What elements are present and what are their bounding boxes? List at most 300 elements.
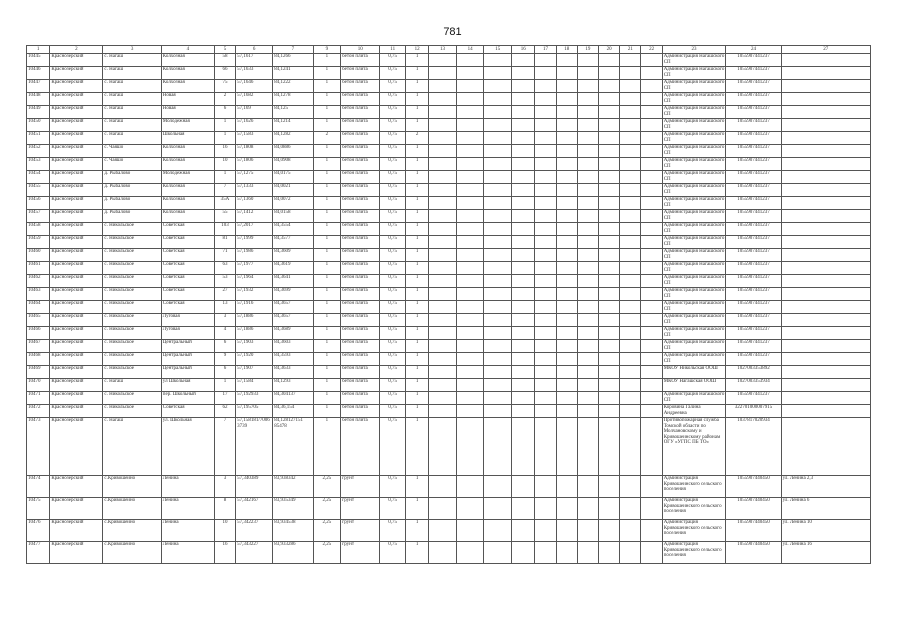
- table-cell: 10449: [27, 106, 50, 119]
- table-cell: 71: [214, 249, 235, 262]
- table-cell: [484, 340, 512, 353]
- table-cell: [781, 314, 870, 327]
- table-cell: Противопожарная служба Томской области по Молчановскому и Кривошеинскому районам ОГУ «УГПС ПБ ТО»: [662, 418, 726, 476]
- table-cell: 1: [313, 418, 341, 476]
- table-cell: 0,75: [380, 67, 405, 80]
- table-cell: [484, 197, 512, 210]
- table-cell: 0,75: [380, 542, 405, 564]
- table-cell: ул. Ленина 16: [781, 542, 870, 564]
- table-cell: [429, 476, 457, 498]
- table-row: [27, 520, 871, 542]
- table-cell: 10475: [27, 498, 50, 520]
- table-cell: 1: [313, 327, 341, 340]
- table-cell: 1055907441237: [726, 54, 781, 67]
- table-cell: [599, 249, 620, 262]
- table-cell: 75: [214, 80, 235, 93]
- table-cell: [556, 54, 577, 67]
- table-cell: [484, 476, 512, 498]
- table-cell: [577, 353, 598, 366]
- table-cell: 10453: [27, 158, 50, 171]
- table-cell: 1055907441237: [726, 223, 781, 236]
- table-cell: [641, 93, 662, 106]
- table-cell: [484, 132, 512, 145]
- table-cell: бетон плита: [341, 405, 380, 418]
- table-cell: Новая: [161, 106, 214, 119]
- table-cell: 84,36,154: [273, 405, 313, 418]
- table-cell: бетон плита: [341, 132, 380, 145]
- table-cell: 10462: [27, 275, 50, 288]
- table-cell: 84,125: [273, 106, 313, 119]
- table-cell: 1: [313, 301, 341, 314]
- table-cell: [599, 366, 620, 379]
- table-cell: 1: [405, 236, 428, 249]
- table-cell: [599, 158, 620, 171]
- table-cell: [484, 223, 512, 236]
- table-cell: с.Кривошеино: [103, 498, 161, 520]
- table-cell: [620, 498, 641, 520]
- column-number-header: 3: [103, 46, 161, 54]
- table-cell: 1: [313, 379, 341, 392]
- table-cell: [781, 210, 870, 223]
- table-cell: [620, 145, 641, 158]
- column-number-header: 10: [341, 46, 380, 54]
- table-cell: 10460: [27, 249, 50, 262]
- table-cell: [456, 158, 484, 171]
- table-cell: [577, 171, 598, 184]
- table-cell: 57,1920: [236, 353, 273, 366]
- table-cell: с. Нагаш: [103, 93, 161, 106]
- table-cell: [512, 197, 535, 210]
- table-cell: с. Нагаш: [103, 418, 161, 476]
- table-cell: [512, 418, 535, 476]
- table-cell: [641, 249, 662, 262]
- table-cell: [512, 262, 535, 275]
- table-cell: 84,128127151 85478: [273, 418, 313, 476]
- table-cell: Краснозерский: [50, 262, 103, 275]
- table-cell: [577, 236, 598, 249]
- table-cell: 84,3689: [273, 327, 313, 340]
- table-cell: с. Никольское: [103, 340, 161, 353]
- table-cell: бетон плита: [341, 67, 380, 80]
- table-cell: [556, 366, 577, 379]
- table-row: [27, 210, 871, 223]
- table-cell: [620, 262, 641, 275]
- table-cell: [599, 210, 620, 223]
- table-cell: Советская: [161, 223, 214, 236]
- column-number-header: 22: [641, 46, 662, 54]
- table-cell: Краснозерский: [50, 379, 103, 392]
- table-cell: бетон плита: [341, 288, 380, 301]
- table-cell: [556, 210, 577, 223]
- table-cell: [429, 379, 457, 392]
- table-cell: [535, 542, 556, 564]
- table-cell: [641, 67, 662, 80]
- table-cell: ул Школьная: [161, 379, 214, 392]
- table-cell: [484, 93, 512, 106]
- table-cell: [781, 340, 870, 353]
- table-cell: 57,1646: [236, 80, 273, 93]
- table-cell: 84,304137: [273, 392, 313, 405]
- column-number-row: [27, 46, 871, 54]
- table-cell: [512, 301, 535, 314]
- table-cell: [456, 520, 484, 542]
- table-cell: [781, 106, 870, 119]
- table-cell: 1: [214, 171, 235, 184]
- table-cell: 63: [214, 262, 235, 275]
- table-cell: 84,0908: [273, 158, 313, 171]
- table-cell: [429, 67, 457, 80]
- table-cell: 1: [405, 288, 428, 301]
- table-cell: 0,75: [380, 288, 405, 301]
- table-cell: 10456: [27, 197, 50, 210]
- table-cell: 0,75: [380, 145, 405, 158]
- table-cell: [429, 171, 457, 184]
- table-row: [27, 542, 871, 564]
- table-cell: [577, 418, 598, 476]
- table-cell: 1: [313, 210, 341, 223]
- table-cell: 0,75: [380, 476, 405, 498]
- table-cell: [456, 223, 484, 236]
- table-cell: Краснозерский: [50, 223, 103, 236]
- table-cell: 7: [214, 418, 235, 476]
- table-cell: [456, 80, 484, 93]
- table-cell: Администрация Нагашского СП: [663, 171, 725, 182]
- table-cell: с. Никольское: [103, 223, 161, 236]
- table-cell: 0,75: [380, 520, 405, 542]
- table-cell: 10454: [27, 171, 50, 184]
- table-row: [27, 327, 871, 340]
- table-cell: Краснозерский: [50, 197, 103, 210]
- table-cell: 1: [405, 262, 428, 275]
- table-cell: 1: [405, 223, 428, 236]
- table-cell: [577, 392, 598, 405]
- table-cell: [641, 262, 662, 275]
- table-cell: [641, 80, 662, 93]
- table-cell: [512, 327, 535, 340]
- table-cell: [484, 288, 512, 301]
- table-cell: [512, 498, 535, 520]
- table-cell: 1055907441237: [726, 392, 781, 405]
- table-cell: 1027003353892: [726, 366, 781, 379]
- table-cell: Администрация Нагашского СП: [663, 340, 725, 351]
- table-cell: [577, 340, 598, 353]
- table-cell: 0,75: [380, 54, 405, 67]
- table-cell: 83,935349: [273, 498, 313, 520]
- table-cell: 0,75: [380, 301, 405, 314]
- table-cell: [484, 106, 512, 119]
- table-cell: 57,195705: [236, 405, 273, 418]
- table-cell: [456, 340, 484, 353]
- table-cell: с. Чаяшо: [103, 158, 161, 171]
- table-cell: Краснозерский: [50, 314, 103, 327]
- table-cell: 57,1999: [236, 236, 273, 249]
- table-cell: 0,75: [380, 223, 405, 236]
- table-cell: Краснозерский: [50, 340, 103, 353]
- table-cell: 57,1617: [236, 54, 273, 67]
- table-cell: [512, 67, 535, 80]
- table-cell: [781, 54, 870, 67]
- table-cell: [484, 498, 512, 520]
- table-cell: [620, 249, 641, 262]
- table-cell: 2: [405, 132, 428, 145]
- table-cell: [556, 67, 577, 80]
- table-cell: 1: [405, 379, 428, 392]
- table-cell: 1: [313, 171, 341, 184]
- table-cell: [599, 542, 620, 564]
- table-cell: 0,75: [380, 379, 405, 392]
- table-cell: [429, 418, 457, 476]
- table-cell: 84,0021: [273, 184, 313, 197]
- table-cell: 1055907441237: [726, 184, 781, 197]
- table-cell: [512, 132, 535, 145]
- table-cell: Администрация Нагашского СП: [663, 184, 725, 195]
- table-cell: [484, 67, 512, 80]
- table-cell: [512, 366, 535, 379]
- table-cell: бетон плита: [341, 171, 380, 184]
- table-cell: [620, 93, 641, 106]
- table-cell: 0,75: [380, 327, 405, 340]
- table-cell: [577, 301, 598, 314]
- table-row: [27, 392, 871, 405]
- table-cell: [535, 262, 556, 275]
- table-cell: [641, 275, 662, 288]
- table-cell: [456, 236, 484, 249]
- table-cell: 322701000007915: [726, 405, 781, 418]
- table-cell: 6: [214, 340, 235, 353]
- table-cell: [512, 379, 535, 392]
- table-cell: Новая: [161, 93, 214, 106]
- table-cell: 84,1266: [273, 54, 313, 67]
- table-cell: Колхозная: [161, 80, 214, 93]
- table-cell: 10472: [27, 405, 50, 418]
- table-cell: [781, 80, 870, 93]
- table-cell: Центральный: [161, 366, 214, 379]
- table-cell: 57,192933: [236, 392, 273, 405]
- table-cell: [599, 197, 620, 210]
- table-cell: [556, 158, 577, 171]
- table-cell: [620, 158, 641, 171]
- table-cell: 10464: [27, 301, 50, 314]
- table-cell: бетон плита: [341, 145, 380, 158]
- table-cell: [620, 106, 641, 119]
- table-cell: [781, 353, 870, 366]
- table-cell: Администрация Нагашского СП: [663, 210, 725, 221]
- table-cell: Советская: [161, 275, 214, 288]
- table-cell: [456, 119, 484, 132]
- table-cell: [781, 288, 870, 301]
- table-cell: 1: [405, 314, 428, 327]
- table-cell: 57,1626: [236, 119, 273, 132]
- table-cell: пер. Школьный: [161, 392, 214, 405]
- table-cell: [577, 498, 598, 520]
- table-cell: [429, 327, 457, 340]
- table-cell: [641, 158, 662, 171]
- table-cell: 1: [405, 476, 428, 498]
- table-cell: 1: [313, 288, 341, 301]
- column-number-header: 21: [620, 46, 641, 54]
- table-cell: 16: [214, 542, 235, 564]
- table-cell: [781, 197, 870, 210]
- table-cell: с. Нагаш: [103, 54, 161, 67]
- table-cell: [599, 327, 620, 340]
- table-cell: с. Нагаш: [103, 106, 161, 119]
- table-cell: 1: [405, 184, 428, 197]
- table-cell: 57,1633: [236, 67, 273, 80]
- table-cell: [535, 184, 556, 197]
- table-cell: 57,1412: [236, 210, 273, 223]
- table-cell: [535, 67, 556, 80]
- table-cell: [620, 405, 641, 418]
- table-cell: 1: [405, 171, 428, 184]
- table-cell: [535, 236, 556, 249]
- column-number-header: 14: [456, 46, 484, 54]
- table-cell: [535, 249, 556, 262]
- table-cell: [620, 288, 641, 301]
- table-cell: 1: [405, 392, 428, 405]
- table-row: [27, 476, 871, 498]
- table-cell: [599, 67, 620, 80]
- table-cell: 53: [214, 275, 235, 288]
- table-cell: 1: [405, 498, 428, 520]
- table-cell: [577, 223, 598, 236]
- table-cell: 10457: [27, 210, 50, 223]
- table-cell: 1: [405, 210, 428, 223]
- table-cell: [620, 184, 641, 197]
- table-cell: [556, 301, 577, 314]
- table-cell: Советская: [161, 262, 214, 275]
- table-cell: [429, 132, 457, 145]
- table-cell: 1055907441237: [726, 314, 781, 327]
- table-cell: [512, 54, 535, 67]
- table-cell: [456, 184, 484, 197]
- column-number-header: 24: [726, 46, 781, 54]
- table-cell: [641, 210, 662, 223]
- table-cell: 57,1806: [236, 158, 273, 171]
- table-cell: 84,1293: [273, 379, 313, 392]
- table-cell: [484, 379, 512, 392]
- table-cell: 84,1222: [273, 80, 313, 93]
- table-cell: бетон плита: [341, 106, 380, 119]
- table-cell: 1: [313, 340, 341, 353]
- column-number-header: 5: [214, 46, 235, 54]
- table-cell: 10467: [27, 340, 50, 353]
- table-cell: 84,1278: [273, 93, 313, 106]
- table-row: [27, 288, 871, 301]
- column-number-header: 19: [577, 46, 598, 54]
- table-cell: Краснозерский: [50, 158, 103, 171]
- table-cell: [641, 184, 662, 197]
- table-cell: [429, 249, 457, 262]
- table-cell: Молодежная: [161, 119, 214, 132]
- table-cell: с. Никольское: [103, 405, 161, 418]
- table-cell: бетон плита: [341, 353, 380, 366]
- table-cell: [620, 418, 641, 476]
- table-cell: [535, 54, 556, 67]
- table-cell: [556, 223, 577, 236]
- table-cell: бетон плита: [341, 236, 380, 249]
- table-cell: 1027003353934: [726, 379, 781, 392]
- table-cell: 84,3593: [273, 353, 313, 366]
- table-cell: Администрация Нагашского СП: [663, 119, 725, 130]
- table-cell: [484, 171, 512, 184]
- table-cell: 1: [214, 119, 235, 132]
- table-cell: Краснозерский: [50, 210, 103, 223]
- table-cell: [620, 542, 641, 564]
- table-cell: 1: [214, 132, 235, 145]
- table-cell: 10447: [27, 80, 50, 93]
- table-cell: [535, 106, 556, 119]
- table-cell: 1: [313, 119, 341, 132]
- table-cell: Луговая: [161, 327, 214, 340]
- table-cell: [484, 520, 512, 542]
- table-cell: 1: [313, 80, 341, 93]
- table-cell: Советская: [161, 301, 214, 314]
- table-cell: 9: [214, 353, 235, 366]
- table-cell: 1055907441237: [726, 93, 781, 106]
- table-cell: 0,75: [380, 314, 405, 327]
- table-cell: [641, 223, 662, 236]
- table-cell: Краснозерский: [50, 106, 103, 119]
- table-cell: [641, 476, 662, 498]
- table-cell: 0,75: [380, 236, 405, 249]
- table-cell: [577, 520, 598, 542]
- table-cell: [781, 405, 870, 418]
- table-cell: бетон плита: [341, 262, 380, 275]
- table-cell: 84,0158: [273, 210, 313, 223]
- table-cell: [620, 379, 641, 392]
- table-cell: 1055907441237: [726, 353, 781, 366]
- table-cell: Советская: [161, 288, 214, 301]
- table-cell: [556, 119, 577, 132]
- table-cell: [512, 145, 535, 158]
- table-cell: [599, 223, 620, 236]
- table-cell: 84,3554: [273, 223, 313, 236]
- table-cell: Администрация Нагашского СП: [663, 249, 725, 260]
- table-cell: Краснозерский: [50, 476, 103, 498]
- table-cell: [484, 275, 512, 288]
- table-cell: [641, 498, 662, 520]
- table-cell: [456, 353, 484, 366]
- table-cell: [599, 418, 620, 476]
- column-number-header: 15: [484, 46, 512, 54]
- table-row: [27, 158, 871, 171]
- table-cell: 10461: [27, 262, 50, 275]
- table-cell: [512, 520, 535, 542]
- table-cell: 10465: [27, 314, 50, 327]
- table-cell: 84,0886: [273, 145, 313, 158]
- table-cell: 1: [313, 158, 341, 171]
- table-cell: 0,75: [380, 210, 405, 223]
- table-cell: [577, 210, 598, 223]
- table-cell: 1: [405, 249, 428, 262]
- table-cell: [535, 520, 556, 542]
- table-cell: [781, 275, 870, 288]
- page-number: 781: [443, 26, 462, 38]
- table-cell: [781, 327, 870, 340]
- table-cell: [599, 379, 620, 392]
- table-cell: 10463: [27, 288, 50, 301]
- table-cell: Администрация Нагашского СП: [663, 275, 725, 286]
- table-cell: [535, 405, 556, 418]
- table-cell: 84,0175: [273, 171, 313, 184]
- table-cell: [577, 275, 598, 288]
- table-cell: [535, 145, 556, 158]
- table-cell: Школьная: [161, 132, 214, 145]
- table-cell: Краснозерский: [50, 67, 103, 80]
- table-cell: [484, 327, 512, 340]
- table-cell: 57,2017: [236, 223, 273, 236]
- table-cell: бетон плита: [341, 418, 380, 476]
